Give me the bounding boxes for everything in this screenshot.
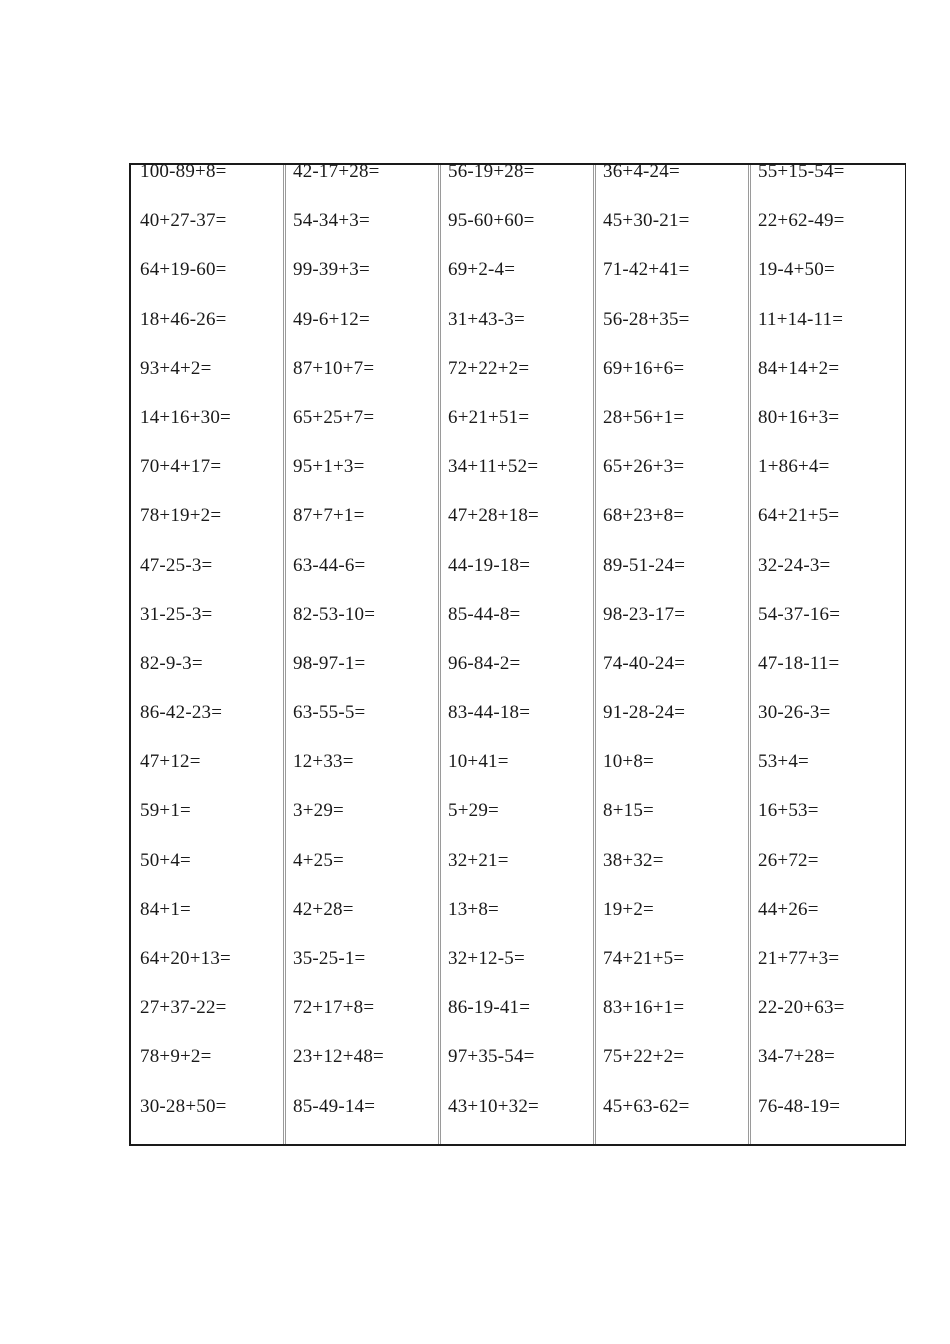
problem-cell [439,948,594,1001]
problem-text: 38+32= [603,849,664,871]
problem-cell [439,161,594,214]
problem-text: 22+62-49= [758,210,845,232]
problem-cell [749,800,904,853]
problem-cell [439,800,594,853]
problem-cell [439,849,594,903]
problem-cell [284,505,439,558]
problem-cell [131,406,284,460]
problem-grid [131,161,905,1149]
problem-text: 28+56+1= [603,406,685,428]
problem-text: 34-7+28= [758,1046,835,1068]
problem-cell [439,652,594,706]
problem-cell [749,898,904,952]
problem-text: 64+19-60= [140,259,227,281]
problem-cell [131,161,284,214]
problem-cell [284,948,439,1001]
problem-cell [439,406,594,460]
problem-text: 82-9-3= [140,652,203,674]
problem-text: 5+29= [448,800,499,822]
problem-cell [284,406,439,460]
problem-text: 42-17+28= [293,161,380,182]
problem-text: 49-6+12= [293,308,370,330]
problem-text: 83-44-18= [448,702,531,724]
problem-text: 40+27-37= [140,210,227,232]
problem-text: 72+22+2= [448,357,530,379]
problem-cell [749,1095,904,1149]
problem-cell [749,406,904,460]
problem-cell [594,849,749,903]
problem-cell [594,1095,749,1149]
problem-text: 53+4= [758,751,809,773]
problem-text: 64+21+5= [758,505,840,527]
problem-cell [749,308,904,362]
problem-text: 80+16+3= [758,406,840,428]
problem-text: 63-44-6= [293,554,366,576]
problem-cell [594,751,749,804]
problem-cell [284,849,439,903]
problem-cell [284,652,439,706]
problem-cell [284,259,439,312]
problem-text: 45+63-62= [603,1095,690,1117]
problem-cell [594,652,749,706]
problem-text: 30-26-3= [758,702,831,724]
problem-cell [439,210,594,263]
problem-cell [749,1046,904,1099]
problem-text: 55+15-54= [758,161,845,182]
problem-text: 95+1+3= [293,456,365,478]
problem-text: 19-4+50= [758,259,835,281]
problem-text: 42+28= [293,898,354,920]
problem-cell [131,1046,284,1099]
problem-text: 98-23-17= [603,603,686,625]
problem-cell [594,259,749,312]
problem-cell [131,554,284,608]
problem-cell [439,308,594,362]
problem-text: 11+14-11= [758,308,844,330]
problem-text: 98-97-1= [293,652,366,674]
problem-cell [749,554,904,608]
problem-text: 78+19+2= [140,505,222,527]
problem-cell [284,308,439,362]
problem-cell [594,800,749,853]
problem-cell [131,259,284,312]
problem-text: 96-84-2= [448,652,521,674]
problem-text: 87+10+7= [293,357,375,379]
problem-cell [284,800,439,853]
problem-text: 69+2-4= [448,259,516,281]
problem-text: 47-18-11= [758,652,840,674]
problem-cell [131,751,284,804]
problem-text: 85-44-8= [448,603,521,625]
problem-cell [749,751,904,804]
problem-text: 75+22+2= [603,1046,685,1068]
problem-cell [284,357,439,411]
problem-text: 87+7+1= [293,505,365,527]
problem-text: 93+4+2= [140,357,212,379]
problem-text: 82-53-10= [293,603,376,625]
problem-text: 89-51-24= [603,554,686,576]
problem-cell [131,603,284,657]
problem-cell [594,456,749,509]
problem-text: 70+4+17= [140,456,222,478]
problem-cell [284,1046,439,1099]
problem-text: 26+72= [758,849,819,871]
problem-text: 4+25= [293,849,344,871]
problem-text: 6+21+51= [448,406,530,428]
problem-text: 32+12-5= [448,948,525,969]
problem-text: 84+1= [140,898,191,920]
problem-cell [749,997,904,1050]
problem-cell [284,456,439,509]
problem-text: 71-42+41= [603,259,690,281]
problem-cell [749,505,904,558]
problem-text: 63-55-5= [293,702,366,724]
problem-cell [284,702,439,755]
problem-text: 16+53= [758,800,819,822]
problem-cell [749,259,904,312]
problem-cell [131,456,284,509]
problem-cell [439,1046,594,1099]
problem-cell [131,210,284,263]
problem-cell [284,898,439,952]
problem-text: 78+9+2= [140,1046,212,1068]
problem-cell [131,505,284,558]
problem-cell [594,898,749,952]
problem-cell [284,997,439,1050]
problem-cell [439,456,594,509]
problem-cell [284,603,439,657]
problem-text: 31-25-3= [140,603,213,625]
problem-text: 56-28+35= [603,308,690,330]
problem-text: 31+43-3= [448,308,525,330]
problem-cell [439,997,594,1050]
problem-cell [594,554,749,608]
math-worksheet-table [129,163,906,1146]
problem-text: 13+8= [448,898,499,920]
problem-text: 100-89+8= [140,161,227,182]
problem-cell [594,1046,749,1099]
problem-cell [131,948,284,1001]
problem-cell [131,702,284,755]
problem-text: 74-40-24= [603,652,686,674]
problem-text: 1+86+4= [758,456,830,478]
problem-cell [594,603,749,657]
problem-text: 47-25-3= [140,554,213,576]
problem-text: 10+41= [448,751,509,773]
problem-text: 19+2= [603,898,654,920]
problem-text: 65+25+7= [293,406,375,428]
problem-text: 84+14+2= [758,357,840,379]
problem-text: 44+26= [758,898,819,920]
problem-text: 97+35-54= [448,1046,535,1068]
problem-text: 56-19+28= [448,161,535,182]
problem-cell [131,898,284,952]
problem-text: 74+21+5= [603,948,685,969]
problem-text: 76-48-19= [758,1095,841,1117]
problem-text: 8+15= [603,800,654,822]
problem-cell [749,161,904,214]
problem-text: 12+33= [293,751,354,773]
problem-cell [439,505,594,558]
problem-cell [439,751,594,804]
problem-text: 35-25-1= [293,948,366,969]
problem-cell [131,997,284,1050]
problem-cell [439,554,594,608]
problem-cell [594,505,749,558]
problem-text: 14+16+30= [140,406,231,428]
problem-text: 3+29= [293,800,344,822]
problem-text: 23+12+48= [293,1046,384,1068]
problem-text: 99-39+3= [293,259,370,281]
problem-text: 43+10+32= [448,1095,539,1117]
problem-cell [131,1095,284,1149]
problem-text: 36+4-24= [603,161,680,182]
problem-cell [594,357,749,411]
problem-text: 64+20+13= [140,948,231,969]
problem-cell [749,603,904,657]
problem-text: 54-37-16= [758,603,841,625]
problem-text: 47+28+18= [448,505,539,527]
problem-text: 21+77+3= [758,948,840,969]
problem-text: 30-28+50= [140,1095,227,1117]
problem-cell [749,210,904,263]
problem-text: 69+16+6= [603,357,685,379]
problem-cell [439,259,594,312]
problem-text: 34+11+52= [448,456,539,478]
problem-cell [439,357,594,411]
problem-text: 95-60+60= [448,210,535,232]
problem-cell [594,702,749,755]
problem-text: 59+1= [140,800,191,822]
problem-cell [439,1095,594,1149]
problem-cell [749,948,904,1001]
problem-cell [749,702,904,755]
problem-text: 50+4= [140,849,191,871]
problem-cell [284,554,439,608]
problem-text: 10+8= [603,751,654,773]
problem-text: 54-34+3= [293,210,370,232]
problem-cell [749,652,904,706]
problem-text: 86-42-23= [140,702,223,724]
problem-cell [594,948,749,1001]
problem-text: 22-20+63= [758,997,845,1019]
problem-text: 18+46-26= [140,308,227,330]
problem-cell [284,210,439,263]
problem-cell [594,406,749,460]
problem-text: 44-19-18= [448,554,531,576]
problem-cell [131,849,284,903]
problem-cell [594,997,749,1050]
problem-text: 65+26+3= [603,456,685,478]
problem-cell [131,652,284,706]
problem-cell [131,308,284,362]
problem-cell [284,161,439,214]
problem-text: 86-19-41= [448,997,531,1019]
problem-cell [131,800,284,853]
problem-cell [284,751,439,804]
problem-cell [439,898,594,952]
problem-cell [594,161,749,214]
problem-text: 32-24-3= [758,554,831,576]
problem-text: 47+12= [140,751,201,773]
problem-text: 45+30-21= [603,210,690,232]
problem-text: 83+16+1= [603,997,685,1019]
problem-cell [594,308,749,362]
problem-text: 32+21= [448,849,509,871]
problem-text: 68+23+8= [603,505,685,527]
problem-cell [131,357,284,411]
problem-cell [749,357,904,411]
problem-text: 91-28-24= [603,702,686,724]
problem-cell [439,603,594,657]
problem-cell [594,210,749,263]
problem-cell [749,849,904,903]
problem-text: 27+37-22= [140,997,227,1019]
problem-text: 72+17+8= [293,997,375,1019]
problem-text: 85-49-14= [293,1095,376,1117]
problem-cell [749,456,904,509]
problem-cell [284,1095,439,1149]
problem-cell [439,702,594,755]
